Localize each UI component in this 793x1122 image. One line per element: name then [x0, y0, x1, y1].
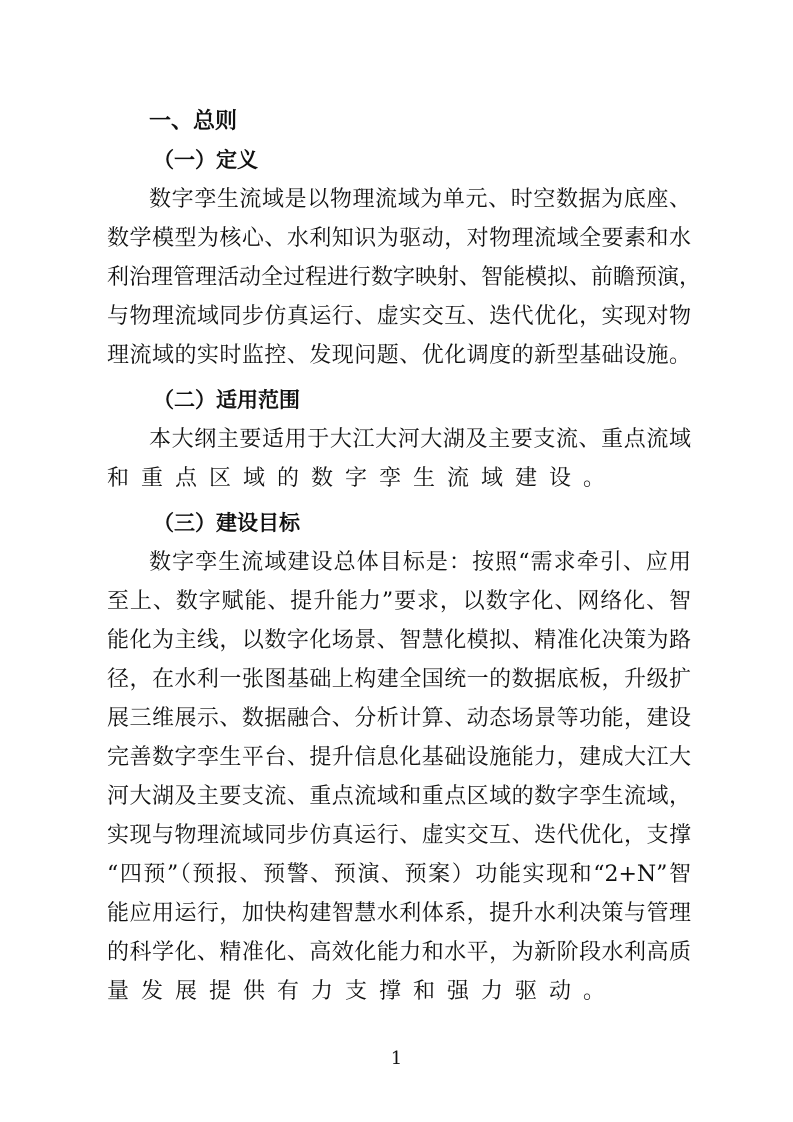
- paragraph-line: 实现与物理流域同步仿真运行、虚实交互、迭代优化，支撑: [107, 823, 691, 848]
- page-number: 1: [390, 1048, 403, 1069]
- paragraph-line: 展三维展示、数据融合、分析计算、动态场景等功能，建设: [107, 706, 691, 731]
- paragraph-line: 利治理管理活动全过程进行数字映射、智能模拟、前瞻预演，: [107, 265, 702, 290]
- paragraph-line: 数学模型为核心、水利知识为驱动，对物理流域全要素和水: [107, 226, 691, 251]
- paragraph-line: 能应用运行，加快构建智慧水利体系，提升水利决策与管理: [107, 901, 691, 926]
- paragraph-line: 的科学化、精准化、高效化能力和水平，为新阶段水利高质: [107, 940, 691, 965]
- paragraph-line: 量发展提供有力支撑和强力驱动。: [107, 979, 618, 1004]
- paragraph-line: 理流域的实时监控、发现问题、优化调度的新型基础设施。: [107, 343, 691, 368]
- paragraph-line: 至上、数字赋能、提升能力”要求，以数字化、网络化、智: [107, 589, 691, 614]
- paragraph-line: “四预”（预报、预警、预演、预案）功能实现和“2+N”智: [107, 862, 691, 887]
- paragraph-line: 河大湖及主要支流、重点流域和重点区域的数字孪生流域，: [107, 784, 691, 809]
- paragraph-line: 与物理流域同步仿真运行、虚实交互、迭代优化，实现对物: [107, 304, 691, 329]
- paragraph-line: 完善数字孪生平台、提升信息化基础设施能力，建成大江大: [107, 745, 691, 770]
- paragraph-line: 本大纲主要适用于大江大河大湖及主要支流、重点流域: [149, 427, 691, 452]
- paragraph-line: 径，在水利一张图基础上构建全国统一的数据底板，升级扩: [107, 667, 691, 692]
- heading-general-principles: 一、总则: [149, 109, 238, 134]
- heading-scope: （二）适用范围: [153, 388, 300, 412]
- heading-goals: （三）建设目标: [153, 511, 300, 535]
- paragraph-line: 数字孪生流域是以物理流域为单元、时空数据为底座、: [149, 187, 691, 212]
- paragraph-line: 能化为主线，以数字化场景、智慧化模拟、精准化决策为路: [107, 628, 691, 653]
- document-body: [107, 102, 702, 1011]
- paragraph-line: 和重点区域的数字孪生流域建设。: [107, 466, 618, 491]
- paragraph-line: 数字孪生流域建设总体目标是：按照“需求牵引、应用: [149, 550, 691, 575]
- heading-definition: （一）定义: [153, 148, 258, 172]
